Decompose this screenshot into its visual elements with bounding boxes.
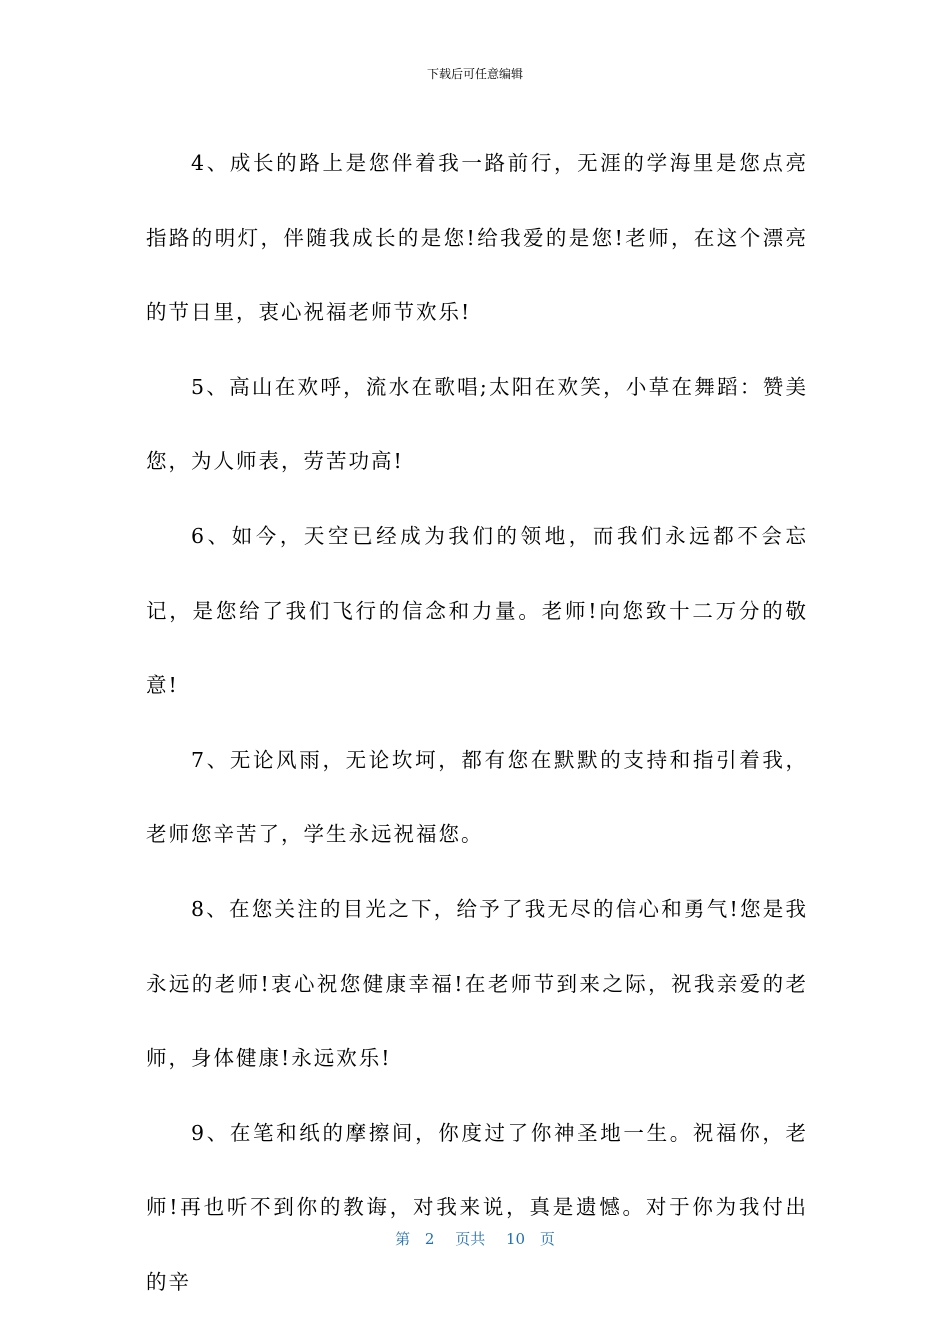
current-page-number: 2 xyxy=(424,1230,435,1248)
paragraph-6: 6、如今，天空已经成为我们的领地，而我们永远都不会忘记，是您给了我们飞行的信念和力量。老师!向您致十二万分的敬意! xyxy=(146,523,808,698)
paragraph-5: 5、高山在欢呼，流水在歌唱;太阳在欢笑，小草在舞蹈：赞美您，为人师表，劳苦功高! xyxy=(146,374,808,474)
page-header: 下载后可任意编辑 xyxy=(426,67,523,81)
footer-prefix: 第 xyxy=(395,1230,411,1248)
page-footer xyxy=(0,1229,950,1249)
paragraph-9: 9、在笔和纸的摩擦间，你度过了你神圣地一生。祝福你，老师!再也听不到你的教诲，对我来说，真是遗憾。对于你为我付出的辛 xyxy=(146,1120,808,1294)
paragraph-4: 4、成长的路上是您伴着我一路前行，无涯的学海里是您点亮指路的明灯，伴随我成长的是您!给我爱的是您!老师，在这个漂亮的节日里，衷心祝福老师节欢乐! xyxy=(146,151,808,325)
footer-middle: 页共 xyxy=(455,1230,486,1248)
paragraph-8: 8、在您关注的目光之下，给予了我无尽的信心和勇气!您是我永远的老师!衷心祝您健康幸福!在老师节到来之际，祝我亲爱的老师，身体健康!永远欢乐! xyxy=(146,896,808,1071)
footer-suffix: 页 xyxy=(539,1230,555,1248)
total-pages-number: 10 xyxy=(506,1230,526,1248)
document-body xyxy=(146,126,808,1320)
paragraph-7: 7、无论风雨，无论坎坷，都有您在默默的支持和指引着我，老师您辛苦了，学生永远祝福您。 xyxy=(146,747,808,847)
